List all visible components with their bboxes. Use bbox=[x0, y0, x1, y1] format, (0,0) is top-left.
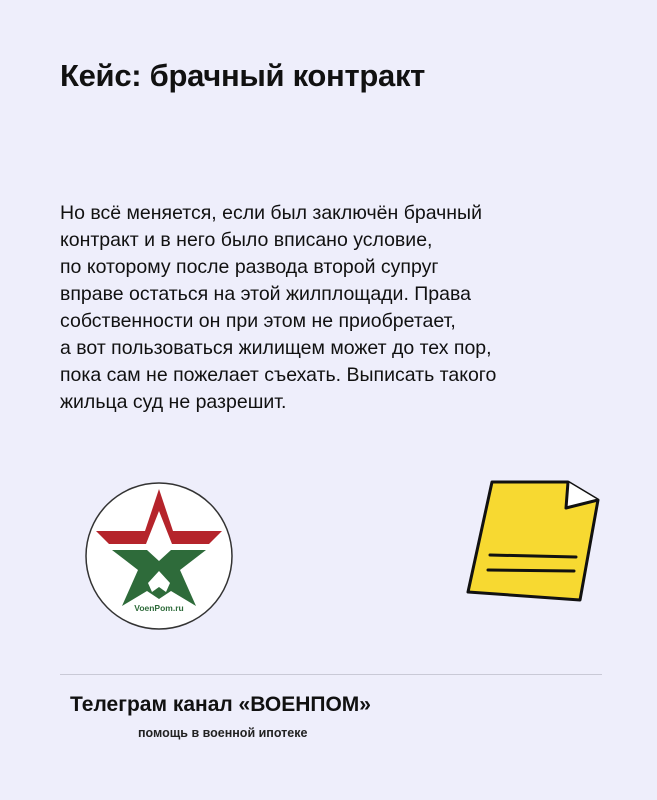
text-line: по которому после развода второй супруг bbox=[60, 256, 439, 278]
text-line: жильца суд не разрешит. bbox=[60, 391, 287, 413]
note-line bbox=[490, 555, 576, 557]
text-line: пока сам не пожелает съехать. Выписать такого bbox=[60, 364, 497, 386]
logo-text: VoenPom.ru bbox=[134, 603, 184, 613]
text-line: вправе остаться на этой жилплощади. Права bbox=[60, 283, 471, 305]
sticky-note-icon bbox=[464, 478, 604, 603]
case-description bbox=[60, 200, 570, 416]
footer-subtitle: помощь в военной ипотеке bbox=[138, 726, 308, 740]
divider bbox=[60, 674, 602, 675]
text-line: собственности он при этом не приобретает, bbox=[60, 310, 456, 332]
text-line: а вот пользоваться жилищем может до тех пор, bbox=[60, 337, 492, 359]
page-title: Кейс: брачный контракт bbox=[60, 58, 426, 93]
text-line: Но всё меняется, если был заключён брачный bbox=[60, 202, 482, 224]
note-line bbox=[488, 570, 574, 571]
text-line: контракт и в него было вписано условие, bbox=[60, 229, 433, 251]
footer-title: Телеграм канал «ВОЕНПОМ» bbox=[70, 693, 371, 716]
army-star-logo-icon bbox=[84, 481, 234, 631]
